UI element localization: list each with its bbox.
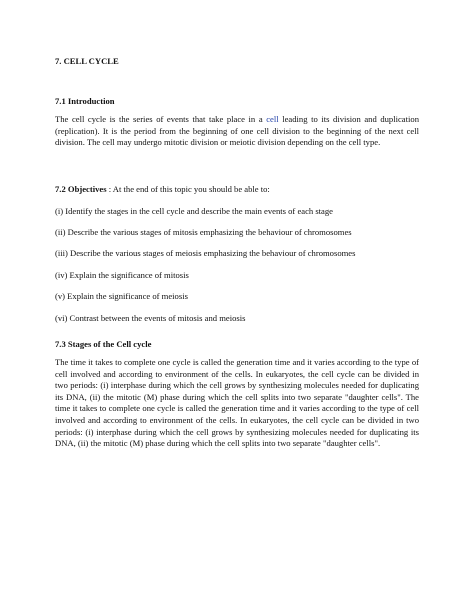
introduction-paragraph xyxy=(55,114,419,149)
cell-link[interactable]: cell xyxy=(266,114,279,124)
objective-item: (iv) Explain the significance of mitosis xyxy=(55,270,189,280)
introduction-text-start: The cell cycle is the series of events that take place in a xyxy=(55,114,267,124)
stages-heading: 7.3 Stages of the Cell cycle xyxy=(55,339,152,349)
objective-item: (v) Explain the significance of meiosis xyxy=(55,291,188,301)
objectives-heading: 7.2 Objectives xyxy=(55,184,107,194)
objective-item: (i) Identify the stages in the cell cycle and describe the main events of each stage xyxy=(55,206,333,216)
objective-item: (vi) Contrast between the events of mitosis and meiosis xyxy=(55,313,246,323)
chapter-title: 7. CELL CYCLE xyxy=(55,56,119,66)
objectives-intro: : At the end of this topic you should be able to: xyxy=(106,184,270,194)
objective-item: (iii) Describe the various stages of meiosis emphasizing the behaviour of chromosomes xyxy=(55,248,356,258)
objectives-intro-line xyxy=(55,184,419,196)
stages-paragraph: The time it takes to complete one cycle is called the generation time and it varies according to the type of cell involved and according to environment of the cells. In eukaryotes, the cell cycle can be divided in two periods: (i) interphase during which the cell grows by synthesizing molecules needed for duplicating its DNA, (ii) the mitotic (M) phase during which the cell splits into two separate "daughter cells". The time it takes to complete one cycle is called the generation time and it varies according to the type of cell involved and according to environment of the cells. In eukaryotes, the cell cycle can be divided in two periods: (i) interphase during which the cell grows by synthesizing molecules needed for duplicating its DNA, (ii) the mitotic (M) phase during which the cell splits into two separate "daughter cells". xyxy=(55,357,419,449)
introduction-text-end: leading to its division and duplication (replication). It is the period from the beginning of one cell division to the beginning of the next cell division. The cell may undergo mitotic division or meiotic division depending on the cell type. xyxy=(55,114,419,148)
objective-item: (ii) Describe the various stages of mitosis emphasizing the behaviour of chromosomes xyxy=(55,227,352,237)
introduction-heading: 7.1 Introduction xyxy=(55,96,115,106)
